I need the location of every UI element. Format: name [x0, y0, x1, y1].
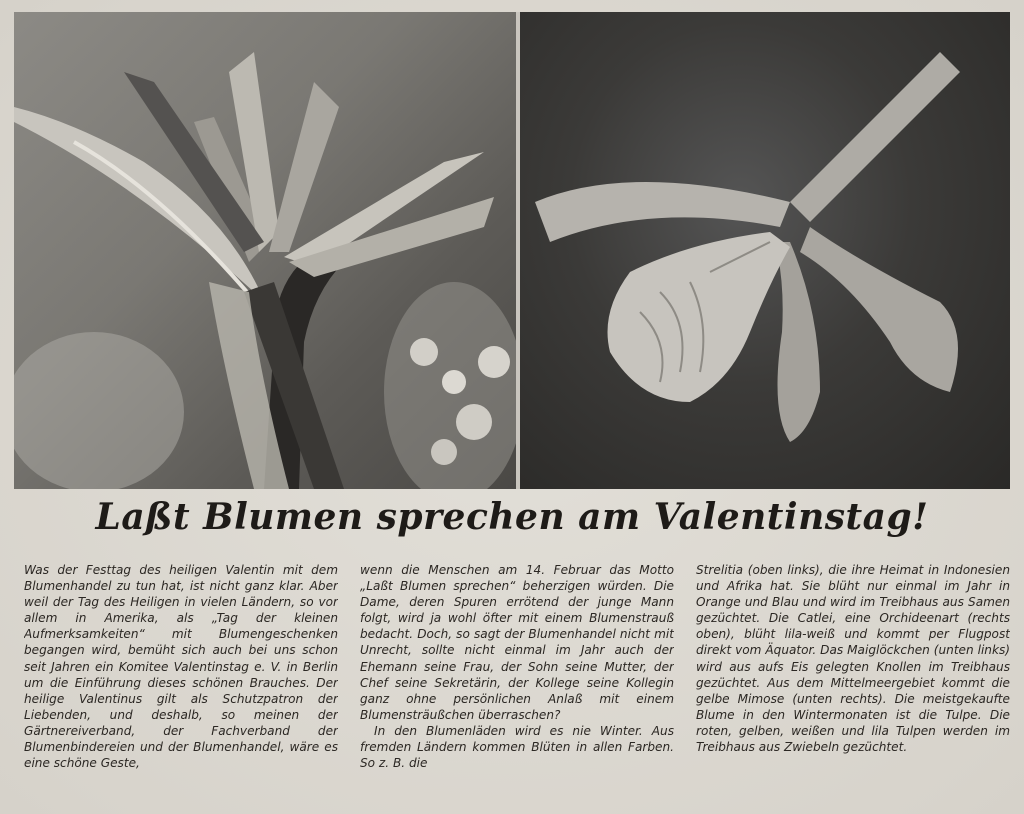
article-body [24, 562, 1012, 814]
strelitzia-illustration [14, 12, 516, 489]
cattleya-orchid-photo [520, 12, 1010, 489]
strelitzia-photo [14, 12, 516, 489]
article-column-2 [360, 562, 674, 814]
column-1-paragraph-1: Was der Festtag des heiligen Valentin mit dem Blumenhandel zu tun hat, ist nicht ganz klar. Aber weil der Tag des Heiligen in vielen Ländern, so vor allem in Amerika, als „Tag der kleinen Aufmerksamkeiten“ mit Blumengeschenken begangen wird, bemüht sich auch bei uns schon seit Jahren ein Komitee Valentinstag e. V. in Berlin um die Einführung dieses schönen Brauches. Der heilige Valentinus gilt als Schutzpatron der Liebenden, und deshalb, so meinen der Gärtnereiverband, der Fachverband der Blumenbindereien und der Blumenhandel, wäre es eine schöne Geste, [24, 563, 338, 771]
article-column-1 [24, 562, 338, 814]
column-2-paragraph-2: In den Blumenläden wird es nie Winter. Aus fremden Ländern kommen Blüten in allen Farben. So z. B. die [360, 723, 674, 771]
article-column-3 [696, 562, 1010, 814]
orchid-illustration [520, 12, 1010, 489]
column-3-paragraph-1: Strelitia (oben links), die ihre Heimat in Indonesien und Afrika hat. Sie blüht nur einmal im Jahr in Orange und Blau und wird im Treibhaus aus Samen gezüchtet. Die Catlei, eine Orchideenart (rechts oben), blüht lila-weiß und kommt per Flugpost direkt vom Äquator. Das Maiglöckchen (unten links) wird aus aufs Eis gelegten Knollen im Treibhaus gezüchtet. Aus dem Mittelmeergebiet kommt die gelbe Mimose (unten rechts). Die meistgekaufte Blume in den Wintermonaten ist die Tulpe. Die roten, gelben, weißen und lila Tulpen werden im Treibhaus aus Zwiebeln gezüchtet. [696, 563, 1010, 755]
column-2-paragraph-1: wenn die Menschen am 14. Februar das Motto „Laßt Blumen sprechen“ beherzigen würden. Die Dame, deren Spuren errötend der junge Mann folgt, wird ja wohl öfter mit einem Blumenstrauß bedacht. Doch, so sagt der Blumenhandel nicht mit Unrecht, sollte nicht einmal im Jahr auch der Ehemann seine Frau, der Sohn seine Mutter, der Chef seine Sekretärin, der Kollege seine Kollegin ganz ohne persönlichen Anlaß mit einem Blumensträußchen überraschen? [360, 563, 674, 722]
headline: Laßt Blumen sprechen am Valentinstag! [95, 496, 929, 538]
